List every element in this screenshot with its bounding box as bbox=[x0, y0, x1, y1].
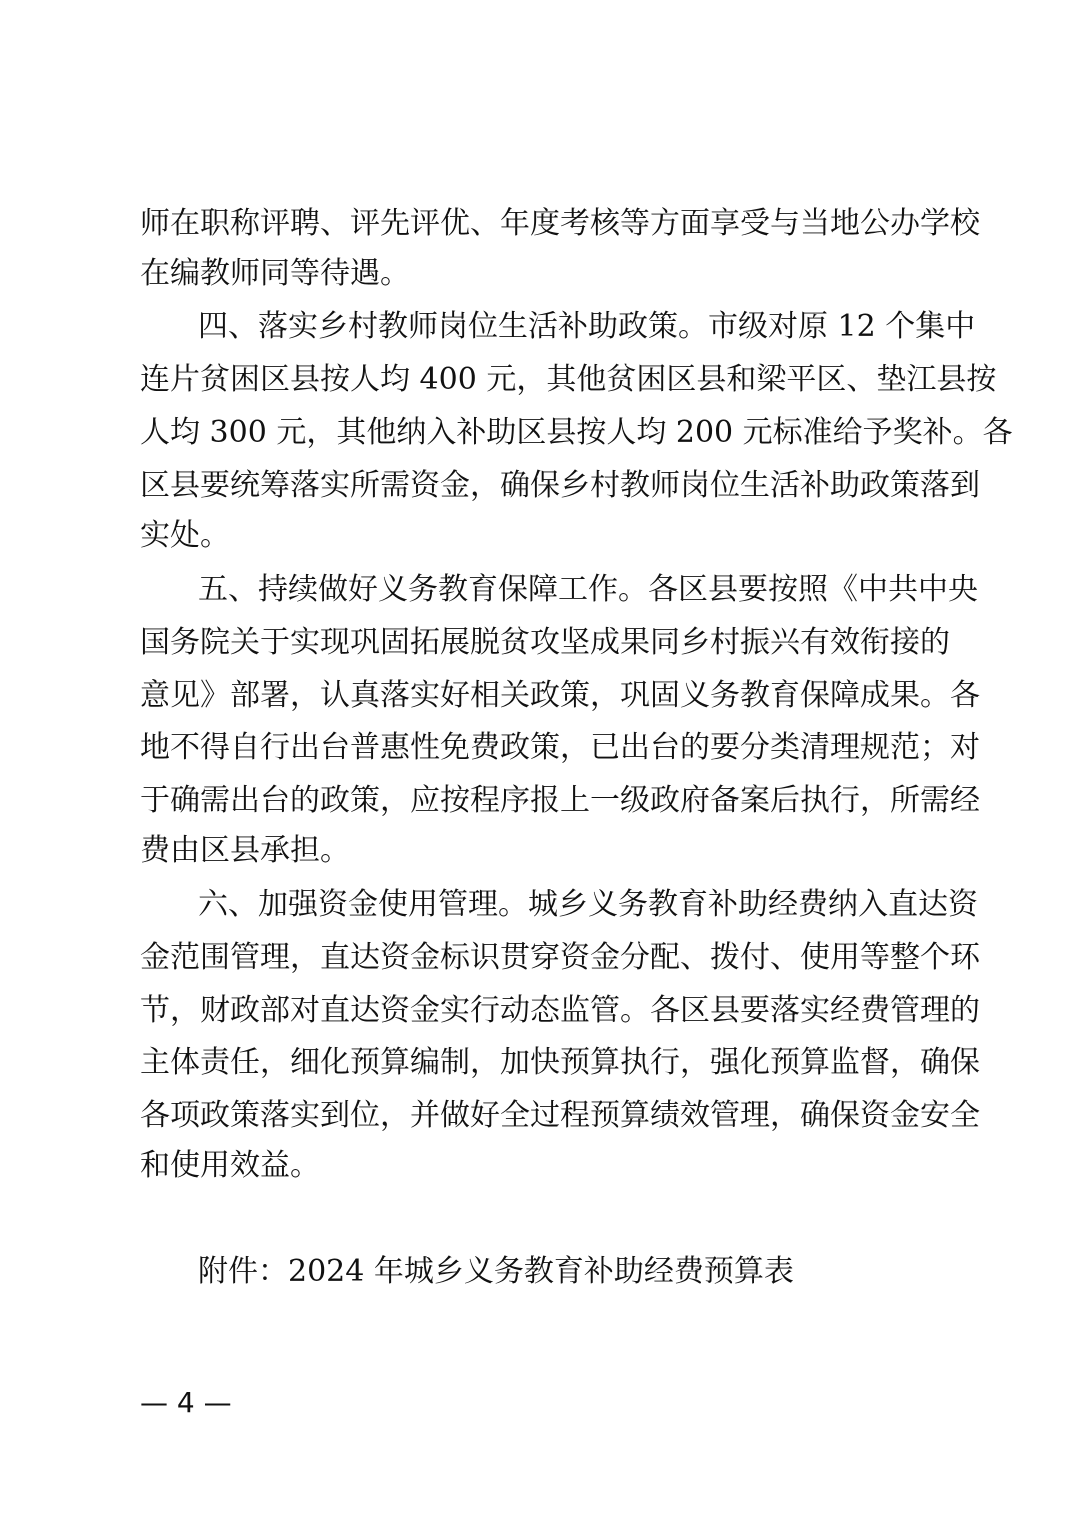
body-line: 于确需出台的政策，应按程序报上一级政府备案后执行，所需经 bbox=[140, 783, 980, 818]
body-line: 主体责任，细化预算编制，加快预算执行，强化预算监督，确保 bbox=[140, 1045, 980, 1080]
body-line: 国务院关于实现巩固拓展脱贫攻坚成果同乡村振兴有效衔接的 bbox=[140, 625, 950, 660]
body-line: 意见》部署，认真落实好相关政策，巩固义务教育保障成果。各 bbox=[140, 678, 980, 713]
section-heading-line: 六、加强资金使用管理。城乡义务教育补助经费纳入直达资 bbox=[198, 887, 978, 922]
section-heading-line: 五、持续做好义务教育保障工作。各区县要按照《中共中央 bbox=[198, 572, 978, 607]
body-line: 师在职称评聘、评先评优、年度考核等方面享受与当地公办学校 bbox=[140, 206, 980, 241]
body-line: 费由区县承担。 bbox=[140, 833, 350, 868]
body-line: 地不得自行出台普惠性免费政策，已出台的要分类清理规范；对 bbox=[140, 730, 980, 765]
page-number: — 4 — bbox=[140, 1386, 232, 1419]
body-line: 区县要统筹落实所需资金，确保乡村教师岗位生活补助政策落到 bbox=[140, 468, 980, 503]
section-heading-line: 四、落实乡村教师岗位生活补助政策。市级对原 12 个集中 bbox=[198, 309, 976, 344]
body-line: 实处。 bbox=[140, 518, 230, 553]
body-line: 金范围管理，直达资金标识贯穿资金分配、拨付、使用等整个环 bbox=[140, 940, 980, 975]
body-line: 节，财政部对直达资金实行动态监管。各区县要落实经费管理的 bbox=[140, 993, 980, 1028]
body-line: 人均 300 元，其他纳入补助区县按人均 200 元标准给予奖补。各 bbox=[140, 415, 1013, 450]
body-line: 在编教师同等待遇。 bbox=[140, 256, 410, 291]
body-line: 各项政策落实到位，并做好全过程预算绩效管理，确保资金安全 bbox=[140, 1098, 980, 1133]
attachment-line: 附件：2024 年城乡义务教育补助经费预算表 bbox=[198, 1254, 794, 1289]
body-line: 和使用效益。 bbox=[140, 1148, 320, 1183]
body-line: 连片贫困区县按人均 400 元，其他贫困区县和梁平区、垫江县按 bbox=[140, 362, 997, 397]
